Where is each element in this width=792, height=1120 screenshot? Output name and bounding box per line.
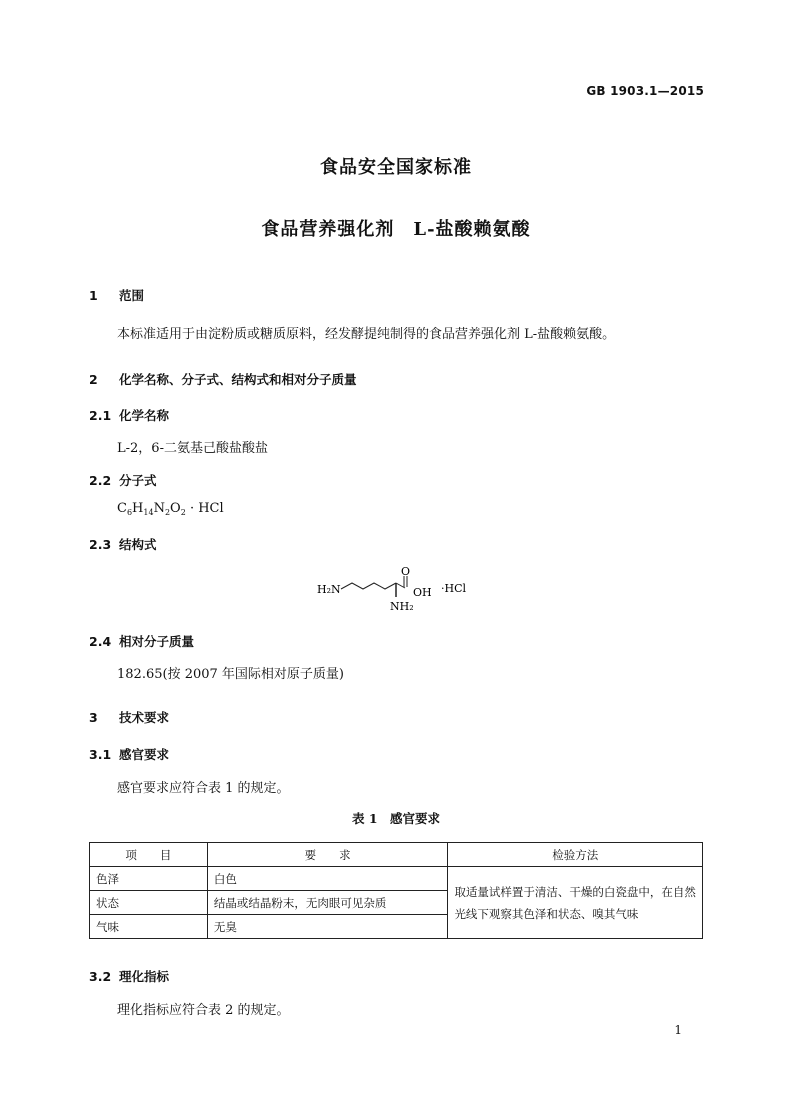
inspection-method: 取适量试样置于清洁、干燥的白瓷盘中，在自然光线下观察其色泽和状态、嗅其气味 [448,867,703,939]
section-number: 2.3 [89,537,112,552]
section-3-heading [89,708,169,726]
section-title: 理化指标 [119,969,170,984]
section-title: 技术要求 [119,710,170,725]
section-3-2-text: 理化指标应符合表 2 的规定。 [117,1003,290,1018]
section-number: 2.2 [89,473,112,488]
section-2-4-heading [89,632,194,650]
amine-left-label: H₂N [317,583,341,596]
section-number: 3.1 [89,747,112,762]
section-title: 相对分子质量 [119,634,195,649]
carbonyl-oxygen-label: O [401,565,411,578]
section-number: 2.1 [89,408,112,423]
section-title: 分子式 [119,473,157,488]
section-number: 3.2 [89,969,112,984]
header-item: 项 目 [90,843,208,867]
row-requirement: 结晶或结晶粉末，无肉眼可见杂质 [207,891,448,915]
alpha-amine-label: NH₂ [390,600,414,613]
section-2-3-heading [89,535,157,553]
section-1-text: 本标准适用于由淀粉质或糖质原料，经发酵提纯制得的食品营养强化剂 L-盐酸赖氨酸。 [117,327,616,342]
section-1-heading [89,286,144,304]
section-2-2-heading [89,471,157,489]
section-title: 范围 [119,288,145,303]
hydroxyl-label: OH [413,586,432,599]
section-3-1-text: 感官要求应符合表 1 的规定。 [117,781,290,796]
section-3-1-heading [89,745,169,763]
row-item: 气味 [90,915,208,939]
section-number: 2.4 [89,634,112,649]
standard-code: GB 1903.1—2015 [586,84,704,98]
molecular-formula: $C_6H_{14}N_2O_2$ · HCl [117,501,224,517]
section-2-heading [89,370,357,388]
table-row [90,867,703,891]
section-2-1-heading [89,406,169,424]
section-3-2-heading [89,967,169,985]
section-number: 2 [89,372,98,387]
header-requirement: 要 求 [207,843,448,867]
document-title: 食品安全国家标准 [320,157,472,178]
hcl-label: ·HCl [441,582,467,595]
section-title: 化学名称、分子式、结构式和相对分子质量 [119,372,357,387]
row-item: 状态 [90,891,208,915]
molecular-mass: 182.65(按 2007 年国际相对原子质量) [117,667,344,682]
section-number: 3 [89,710,98,725]
row-requirement: 白色 [207,867,448,891]
section-number: 1 [89,288,98,303]
page-number: 1 [674,1023,682,1037]
structural-formula [310,562,490,622]
table-header-row [90,843,703,867]
section-title: 化学名称 [119,408,170,423]
chemical-name: L-2，6-二氨基己酸盐酸盐 [117,441,268,456]
header-method: 检验方法 [448,843,703,867]
table-1-caption: 表 1 感官要求 [351,811,441,826]
section-title: 感官要求 [119,747,170,762]
section-title: 结构式 [119,537,157,552]
row-item: 色泽 [90,867,208,891]
sensory-requirements-table [89,842,703,939]
document-subtitle: 食品营养强化剂 L-盐酸赖氨酸 [261,219,531,240]
row-requirement: 无臭 [207,915,448,939]
